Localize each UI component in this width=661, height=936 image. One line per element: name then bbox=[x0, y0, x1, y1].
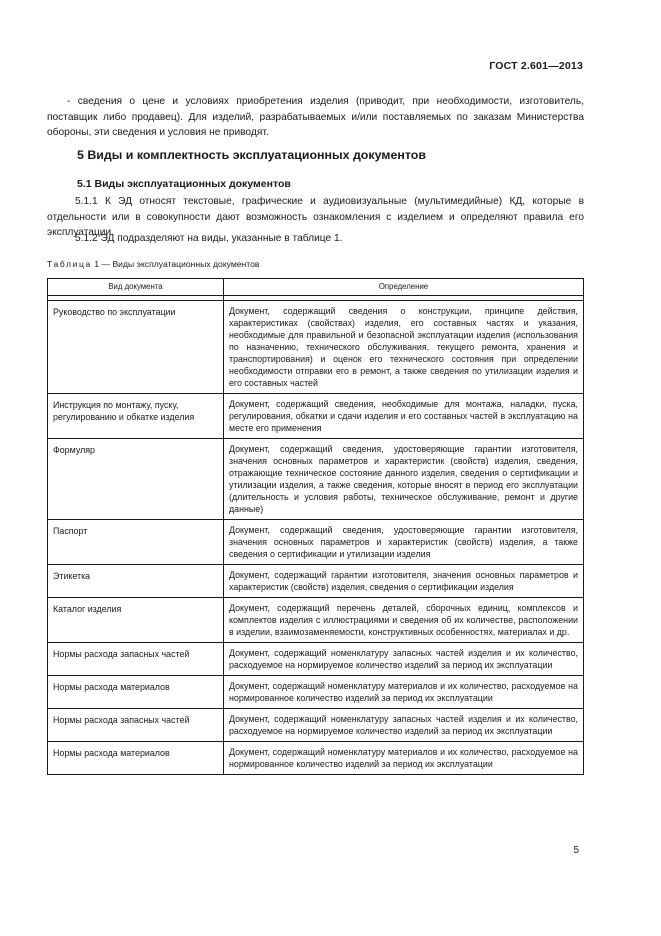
column-header-type: Вид документа bbox=[48, 279, 224, 296]
section-heading: 5 Виды и комплектность эксплуатационных документов bbox=[77, 148, 426, 162]
table-row bbox=[48, 520, 584, 565]
doc-type-cell: Паспорт bbox=[48, 520, 224, 565]
table-row bbox=[48, 394, 584, 439]
doc-type-cell: Инструкция по монтажу, пуску, регулированию и обкатке изделия bbox=[48, 394, 224, 439]
table-row bbox=[48, 709, 584, 742]
definition-cell: Документ, содержащий сведения, удостоверяющие гарантии изготовителя, значения основных параметров и характеристик (свойств) изделия, сведения, отражающие техническое состояние данного изделия, сведения о сертификации и утилизации изделия, а также сведения, которые вносят в период его эксплуатации (длительность и условия работы, техническое обслуживание, ремонт и другие данные) bbox=[224, 439, 584, 520]
document-types-table bbox=[47, 278, 584, 775]
doc-type-cell: Нормы расхода запасных частей bbox=[48, 709, 224, 742]
definition-cell: Документ, содержащий сведения, необходимые для монтажа, наладки, пуска, регулирования, обкатки и сдачи изделия и его составных частей в эксплуатацию на месте его применения bbox=[224, 394, 584, 439]
table-row bbox=[48, 676, 584, 709]
column-header-definition: Определение bbox=[224, 279, 584, 296]
doc-type-cell: Руководство по эксплуатации bbox=[48, 301, 224, 394]
standard-code: ГОСТ 2.601—2013 bbox=[489, 60, 583, 72]
table-row bbox=[48, 565, 584, 598]
definition-cell: Документ, содержащий гарантии изготовителя, значения основных параметров и характеристик (свойств) изделия, сведения о сертификации изделия bbox=[224, 565, 584, 598]
table-caption-prefix: Таблица bbox=[47, 259, 92, 269]
doc-type-cell: Каталог изделия bbox=[48, 598, 224, 643]
table-row bbox=[48, 598, 584, 643]
doc-type-cell: Формуляр bbox=[48, 439, 224, 520]
subsection-heading: 5.1 Виды эксплуатационных документов bbox=[77, 178, 291, 190]
definition-cell: Документ, содержащий сведения, удостоверяющие гарантии изготовителя, значения основных параметров и характеристик (свойств) изделия, а также сведения о сертификации и утилизации изделия bbox=[224, 520, 584, 565]
bullet-paragraph: - сведения о цене и условиях приобретения изделия (приводит, при необходимости, изготовитель, поставщик либо продавец). Для изделий, разрабатываемых и/или поставляемых по заказам Министерства обороны, эти сведения и условия не приводят. bbox=[47, 96, 584, 138]
table-row bbox=[48, 742, 584, 775]
table-caption-title: 1 — Виды эксплуатационных документов bbox=[91, 259, 260, 269]
doc-type-cell: Нормы расхода запасных частей bbox=[48, 643, 224, 676]
table-row bbox=[48, 643, 584, 676]
table-row bbox=[48, 439, 584, 520]
doc-type-cell: Нормы расхода материалов bbox=[48, 742, 224, 775]
definition-cell: Документ, содержащий номенклатуру запасных частей изделия и их количество, расходуемое на нормируемое количество изделий за период их эксплуатации bbox=[224, 643, 584, 676]
definition-cell: Документ, содержащий номенклатуру материалов и их количество, расходуемое на нормированное количество изделий за период их эксплуатации bbox=[224, 676, 584, 709]
table-row bbox=[48, 301, 584, 394]
definition-cell: Документ, содержащий перечень деталей, сборочных единиц, комплексов и комплектов изделия с иллюстрациями и сведения об их количестве, расположении в изделии, взаимозаменяемости, конструктивных особенностях, материалах и др. bbox=[224, 598, 584, 643]
definition-cell: Документ, содержащий номенклатуру запасных частей изделия и их количество, расходуемое на нормируемое количество изделий за период их эксплуатации bbox=[224, 709, 584, 742]
table-header-row bbox=[48, 279, 584, 296]
definition-cell: Документ, содержащий сведения о конструкции, принципе действия, характеристиках (свойствах) изделия, его составных частях и указания, необходимые для правильной и безопасной эксплуатации изделия (использования по назначению, технического обслуживания, текущего ремонта, хранения и транспортирования) и оценок его технического состояния при определении необходимости отправки его в ремонт, а также сведения по утилизации изделия и его составных частей bbox=[224, 301, 584, 394]
paragraph-5-1-1: 5.1.1 К ЭД относят текстовые, графические и аудиовизуальные (мультимедийные) КД, которые в отдельности или в совокупности дают возможность ознакомления с изделием и определяют правила его эксплуатации. bbox=[47, 196, 584, 238]
definition-cell: Документ, содержащий номенклатуру материалов и их количество, расходуемое на нормированное количество изделий за период их эксплуатации bbox=[224, 742, 584, 775]
table-caption bbox=[47, 259, 260, 269]
doc-type-cell: Нормы расхода материалов bbox=[48, 676, 224, 709]
doc-type-cell: Этикетка bbox=[48, 565, 224, 598]
page-number: 5 bbox=[573, 845, 579, 856]
paragraph-5-1-2: 5.1.2 ЭД подразделяют на виды, указанные в таблице 1. bbox=[75, 233, 343, 244]
